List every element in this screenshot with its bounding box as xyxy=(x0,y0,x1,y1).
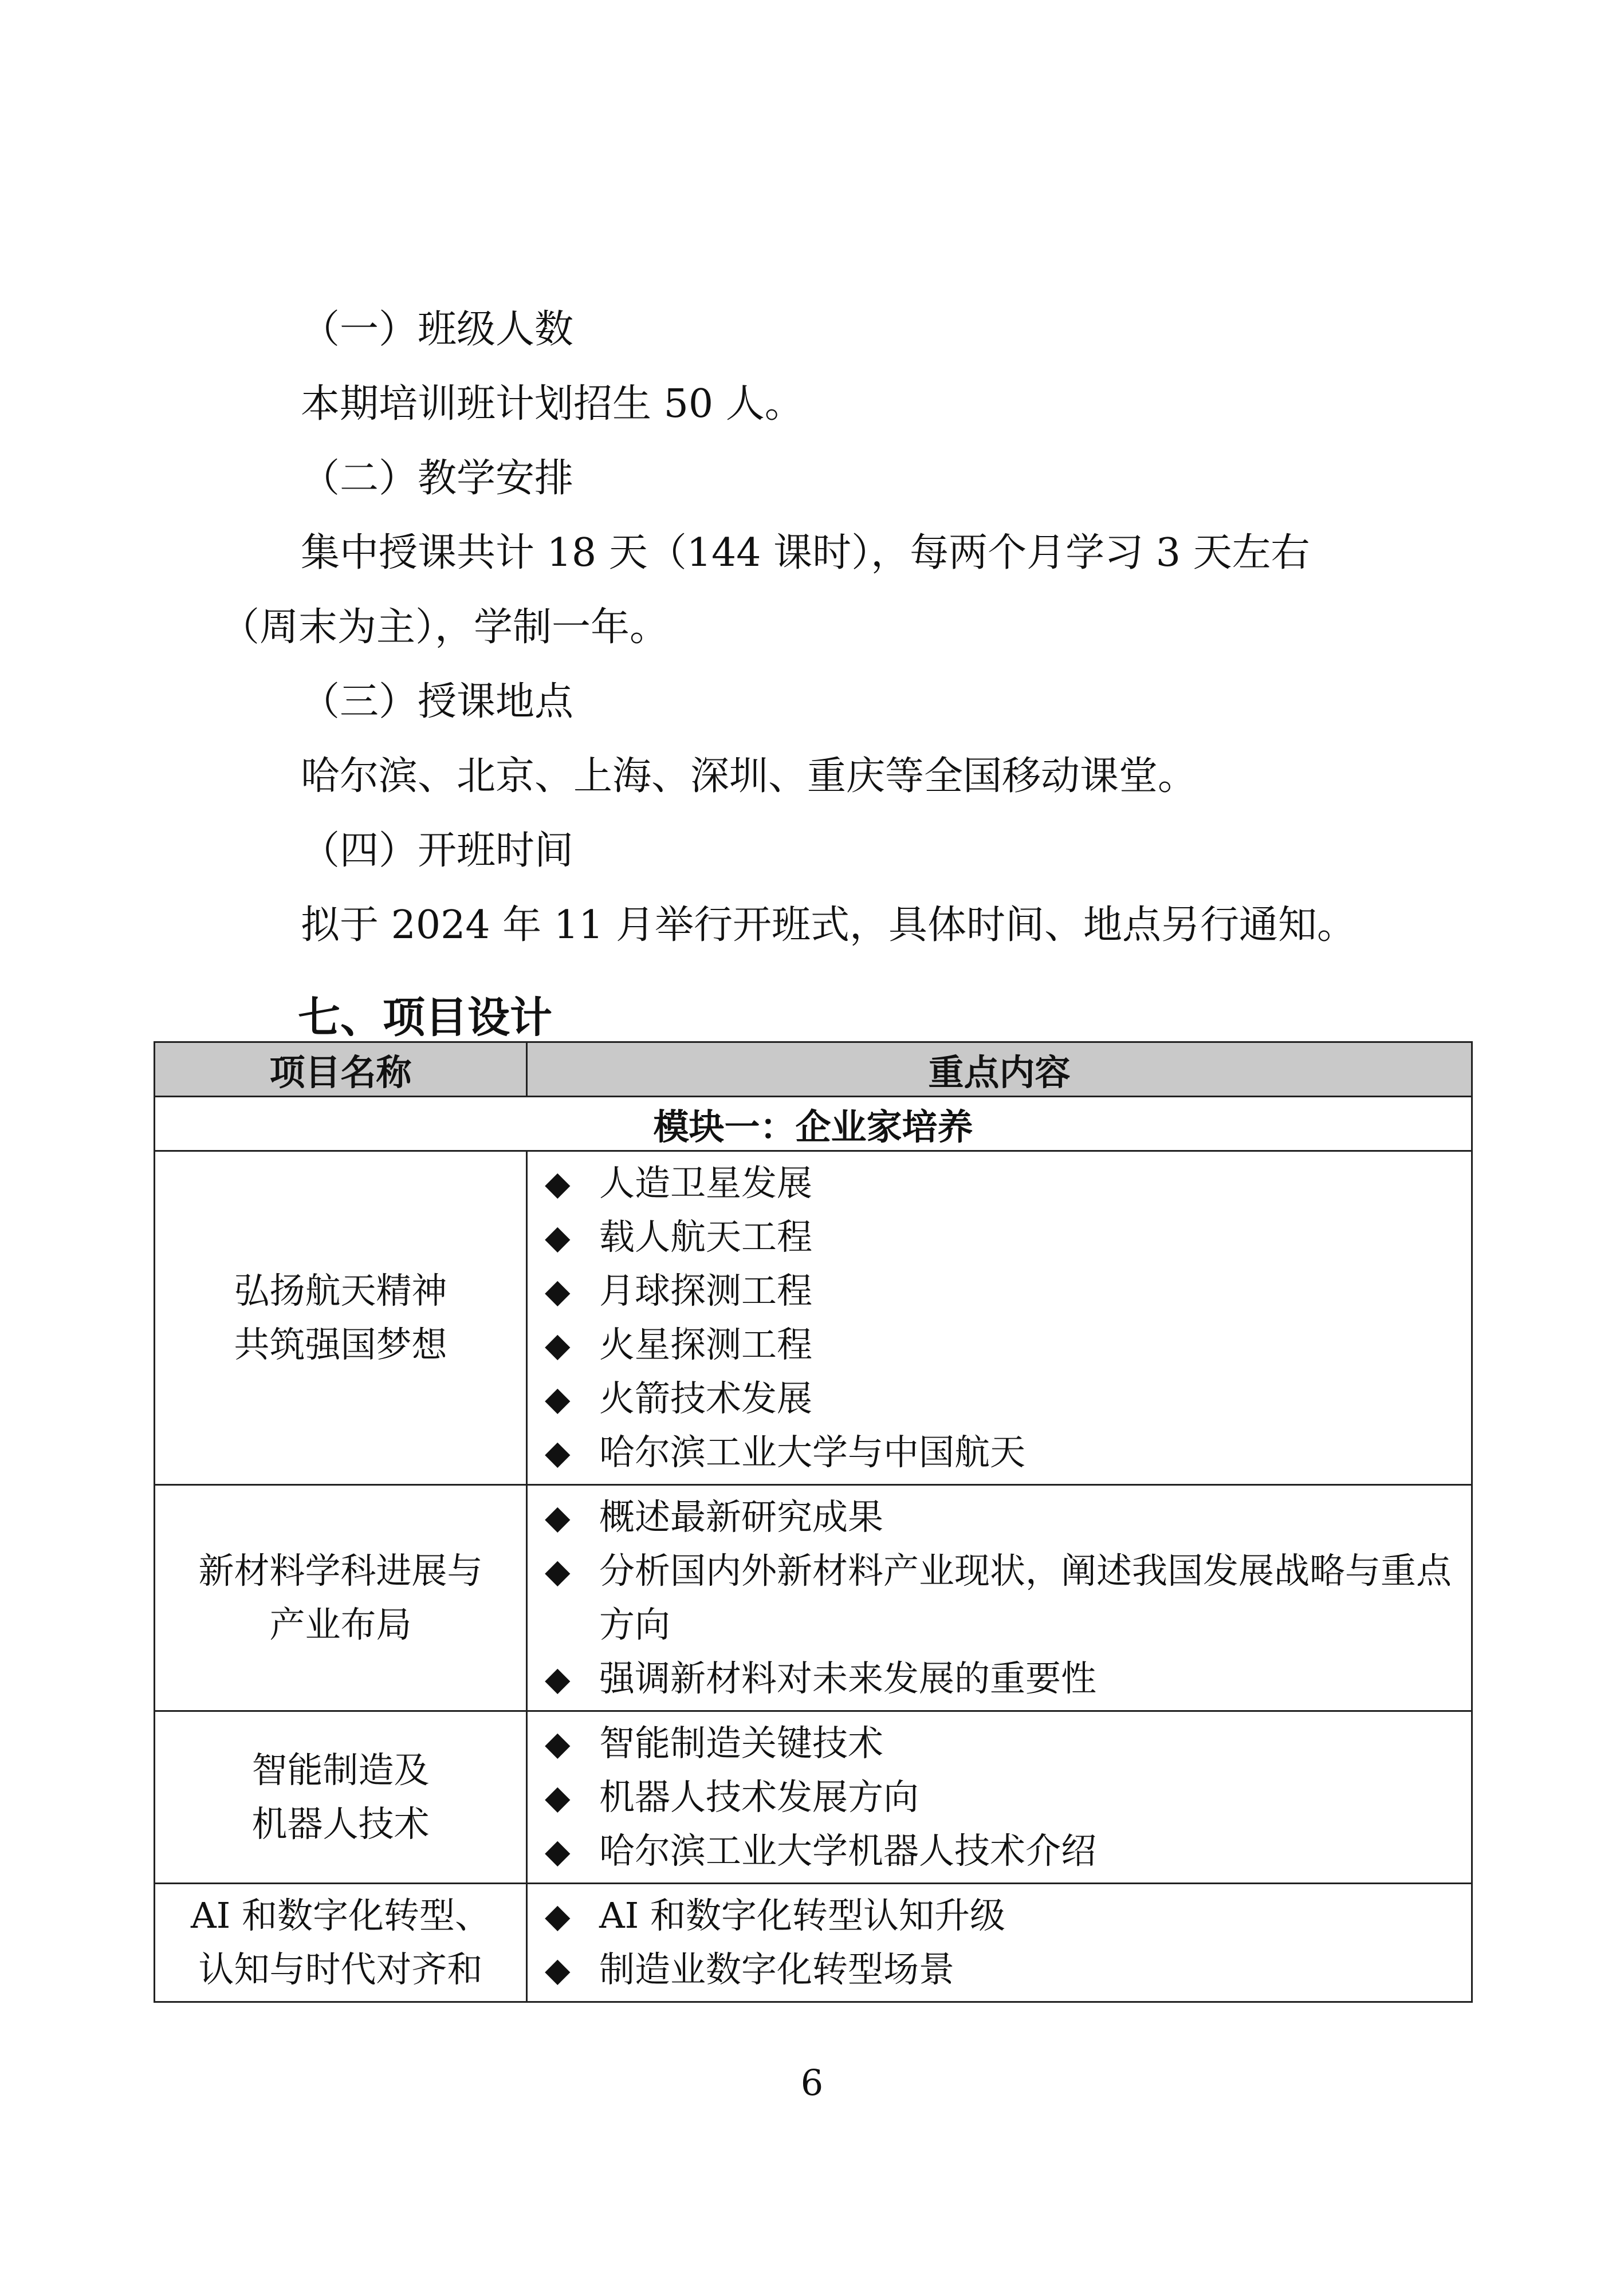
header-key-content: 重点内容 xyxy=(527,1042,1472,1097)
key-point-text: 制造业数字化转型场景 xyxy=(599,1948,955,1990)
diamond-bullet-icon: ◆ xyxy=(545,1659,571,1698)
project-name-line: 机器人技术 xyxy=(251,1803,430,1845)
diamond-bullet-icon: ◆ xyxy=(545,1498,571,1537)
subheading-opening-time: （四）开班时间 xyxy=(301,828,574,873)
paragraph-schedule-line2: （周末为主），学制一年。 xyxy=(221,605,669,650)
diamond-bullet-icon: ◆ xyxy=(545,1379,571,1418)
key-content-cell xyxy=(527,1711,1472,1884)
key-point-text: 载人航天工程 xyxy=(599,1216,813,1258)
diamond-bullet-icon: ◆ xyxy=(545,1325,571,1364)
key-points-list xyxy=(545,1490,1460,1706)
key-content-cell xyxy=(527,1151,1472,1485)
key-point-text: AI 和数字化转型认知升级 xyxy=(599,1895,1005,1936)
table-row xyxy=(155,1485,1472,1711)
subheading-location: （三）授课地点 xyxy=(301,679,574,724)
key-points-list xyxy=(545,1156,1460,1479)
key-point-item xyxy=(545,1372,1460,1425)
key-point-text: 机器人技术发展方向 xyxy=(599,1776,919,1818)
key-point-item xyxy=(545,1943,1460,1996)
key-point-text: 火星探测工程 xyxy=(599,1324,813,1365)
project-design-table xyxy=(154,1041,1473,2003)
key-point-text: 人造卫星发展 xyxy=(599,1162,813,1204)
paragraph-enrollment: 本期培训班计划招生 50 人。 xyxy=(301,381,804,427)
key-point-item xyxy=(545,1652,1460,1706)
key-point-text: 火箭技术发展 xyxy=(599,1377,813,1419)
key-point-item xyxy=(545,1544,1460,1652)
module-title: 模块一：企业家培养 xyxy=(155,1097,1472,1151)
project-name-line: AI 和数字化转型、 xyxy=(191,1895,490,1936)
paragraph-schedule-line1: 集中授课共计 18 天（144 课时），每两个月学习 3 天左右 xyxy=(301,530,1310,576)
key-point-text: 哈尔滨工业大学与中国航天 xyxy=(599,1431,1026,1473)
key-point-item xyxy=(545,1889,1460,1943)
project-name-cell xyxy=(155,1711,527,1884)
diamond-bullet-icon: ◆ xyxy=(545,1164,571,1203)
project-name-cell xyxy=(155,1884,527,2002)
key-point-item xyxy=(545,1824,1460,1878)
key-content-cell xyxy=(527,1485,1472,1711)
diamond-bullet-icon: ◆ xyxy=(545,1832,571,1870)
key-points-list xyxy=(545,1889,1460,1996)
header-project-name: 项目名称 xyxy=(155,1042,527,1097)
project-name-line: 弘扬航天精神 xyxy=(234,1270,447,1312)
key-point-text: 哈尔滨工业大学机器人技术介绍 xyxy=(599,1830,1097,1872)
key-point-text: 概述最新研究成果 xyxy=(599,1496,884,1538)
key-point-text: 分析国内外新材料产业现状，阐述我国发展战略与重点方向 xyxy=(599,1550,1452,1645)
project-name-line: 认知与时代对齐和 xyxy=(198,1948,483,1990)
key-point-text: 智能制造关键技术 xyxy=(599,1722,884,1764)
table-row xyxy=(155,1711,1472,1884)
key-point-item xyxy=(545,1264,1460,1318)
diamond-bullet-icon: ◆ xyxy=(545,1433,571,1472)
paragraph-locations: 哈尔滨、北京、上海、深圳、重庆等全国移动课堂。 xyxy=(301,754,1197,799)
key-point-item xyxy=(545,1770,1460,1824)
page-number: 6 xyxy=(800,2062,824,2104)
key-point-text: 月球探测工程 xyxy=(599,1270,813,1312)
project-name-cell xyxy=(155,1151,527,1485)
key-point-item xyxy=(545,1318,1460,1372)
project-name-line: 产业布局 xyxy=(269,1604,412,1645)
key-point-item xyxy=(545,1210,1460,1264)
paragraph-opening: 拟于 2024 年 11 月举行开班式，具体时间、地点另行通知。 xyxy=(301,903,1356,948)
key-point-item xyxy=(545,1716,1460,1770)
module-row xyxy=(155,1097,1472,1151)
table-row xyxy=(155,1151,1472,1485)
project-name-line: 智能制造及 xyxy=(251,1749,430,1791)
diamond-bullet-icon: ◆ xyxy=(545,1724,571,1763)
project-name-cell xyxy=(155,1485,527,1711)
key-point-item xyxy=(545,1490,1460,1544)
key-point-item xyxy=(545,1156,1460,1210)
table-header-row xyxy=(155,1042,1472,1097)
project-name-line: 共筑强国梦想 xyxy=(234,1324,447,1365)
diamond-bullet-icon: ◆ xyxy=(545,1551,571,1590)
key-content-cell xyxy=(527,1884,1472,2002)
key-point-item xyxy=(545,1425,1460,1479)
diamond-bullet-icon: ◆ xyxy=(545,1950,571,1989)
diamond-bullet-icon: ◆ xyxy=(545,1896,571,1935)
table-row xyxy=(155,1884,1472,2002)
diamond-bullet-icon: ◆ xyxy=(545,1271,571,1310)
section-title: 七、项目设计 xyxy=(298,993,552,1042)
diamond-bullet-icon: ◆ xyxy=(545,1778,571,1817)
key-point-text: 强调新材料对未来发展的重要性 xyxy=(599,1657,1097,1699)
subheading-teaching-arrangement: （二）教学安排 xyxy=(301,456,574,501)
subheading-class-size: （一）班级人数 xyxy=(301,307,574,352)
key-points-list xyxy=(545,1716,1460,1878)
diamond-bullet-icon: ◆ xyxy=(545,1218,571,1257)
project-name-line: 新材料学科进展与 xyxy=(198,1550,483,1592)
